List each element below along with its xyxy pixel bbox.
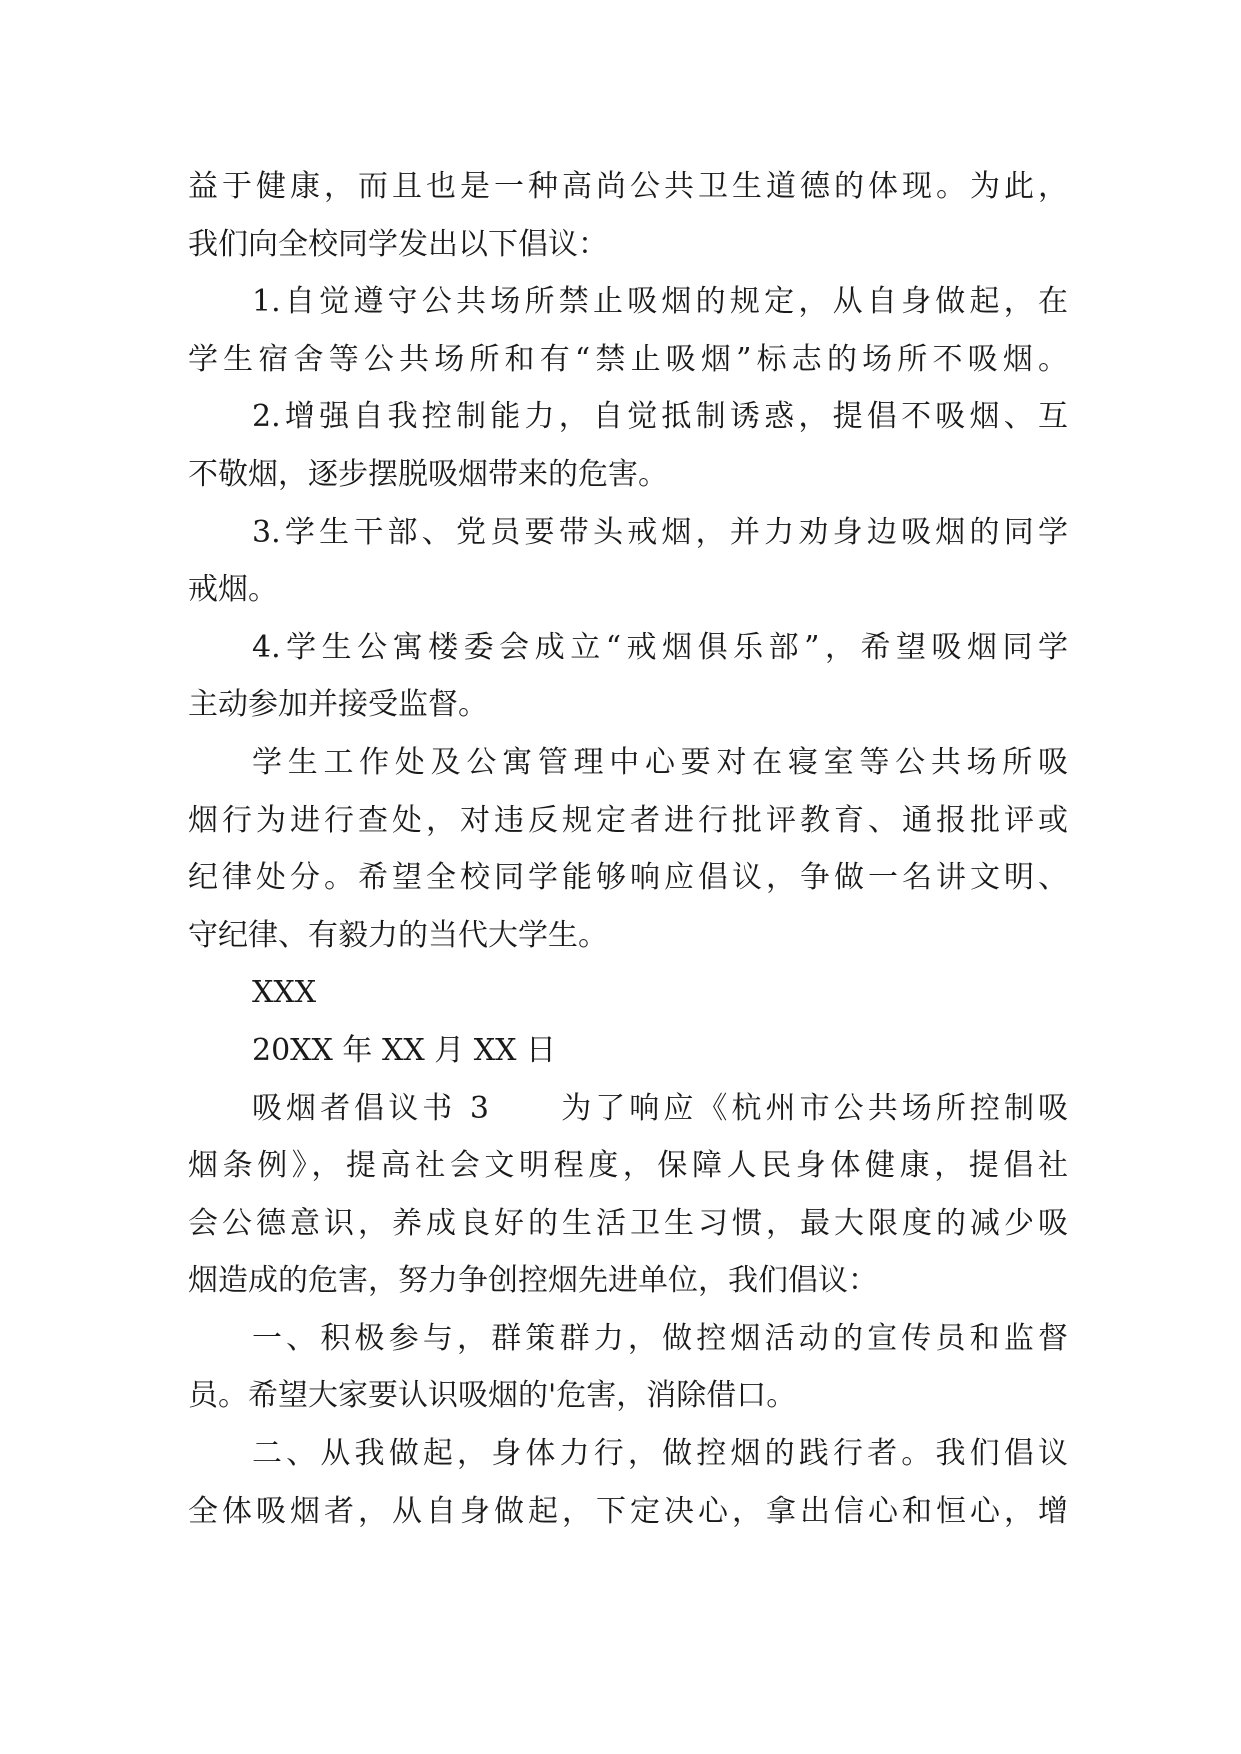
text-line: 不敬烟，逐步摆脱吸烟带来的危害。 [188, 456, 668, 492]
text-line: 员。希望大家要认识吸烟的'危害，消除借口。 [188, 1378, 797, 1414]
text-line: 戒烟。 [188, 572, 278, 608]
text-line: 主动参加并接受监督。 [188, 687, 488, 723]
text-line: 2.增强自我控制能力，自觉抵制诱惑，提倡不吸烟、互 [252, 399, 1068, 435]
text-line: 20XX 年 XX 月 XX 日 [252, 1032, 556, 1068]
text-line: 我们向全校同学发出以下倡议： [188, 226, 608, 262]
document-body [188, 158, 1068, 1540]
text-line: 烟行为进行查处，对违反规定者进行批评教育、通报批评或 [188, 802, 1068, 838]
text-line: 纪律处分。希望全校同学能够响应倡议，争做一名讲文明、 [188, 860, 1068, 896]
text-line: 学生工作处及公寓管理中心要对在寝室等公共场所吸 [252, 744, 1068, 780]
text-line: 4.学生公寓楼委会成立“戒烟俱乐部”，希望吸烟同学 [252, 629, 1068, 665]
text-line: 一、积极参与，群策群力，做控烟活动的宣传员和监督 [252, 1320, 1068, 1356]
text-line: 学生宿舍等公共场所和有“禁止吸烟”标志的场所不吸烟。 [188, 341, 1068, 377]
text-line: 烟造成的危害，努力争创控烟先进单位，我们倡议： [188, 1263, 878, 1299]
text-line: 会公德意识，养成良好的生活卫生习惯，最大限度的减少吸 [188, 1205, 1068, 1241]
text-line: XXX [252, 975, 317, 1011]
text-line: 烟条例》，提高社会文明程度，保障人民身体健康，提倡社 [188, 1148, 1068, 1184]
text-line: 3.学生干部、党员要带头戒烟，并力劝身边吸烟的同学 [252, 514, 1068, 550]
text-line: 吸烟者倡议书 3 为了响应《杭州市公共场所控制吸 [252, 1090, 1068, 1126]
text-line: 1.自觉遵守公共场所禁止吸烟的规定，从自身做起，在 [252, 284, 1068, 320]
text-line: 二、从我做起，身体力行，做控烟的践行者。我们倡议 [252, 1436, 1068, 1472]
text-line: 益于健康，而且也是一种高尚公共卫生道德的体现。为此， [188, 169, 1068, 204]
text-line: 守纪律、有毅力的当代大学生。 [188, 917, 608, 953]
text-line: 全体吸烟者，从自身做起，下定决心，拿出信心和恒心，增 [188, 1493, 1068, 1529]
